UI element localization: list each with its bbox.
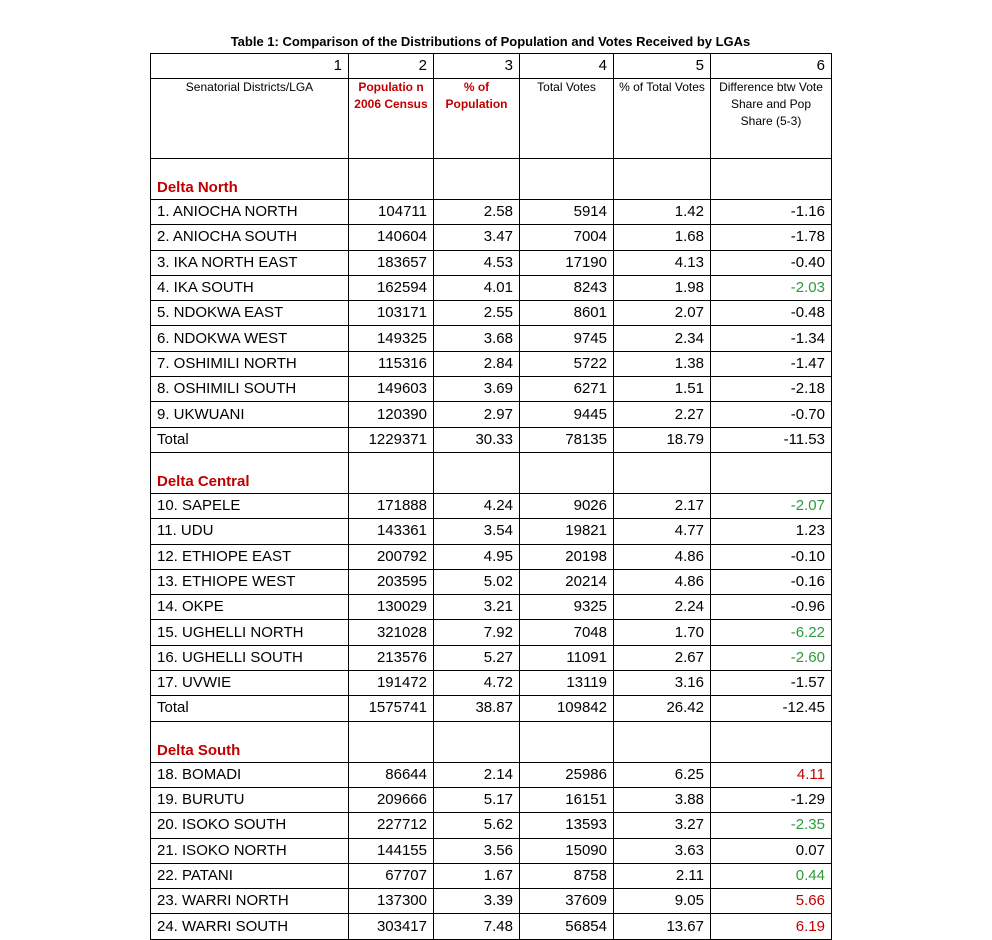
pct-population-cell: 2.55 <box>434 301 520 326</box>
pct-votes-cell: 1.42 <box>614 200 711 225</box>
header-population: Populatio n 2006 Census <box>349 79 434 159</box>
total-votes-cell: 16151 <box>520 787 614 812</box>
empty-cell <box>614 159 711 200</box>
total-votes-cell: 13119 <box>520 671 614 696</box>
population-cell: 203595 <box>349 569 434 594</box>
table-row <box>151 569 832 594</box>
difference-cell: 6.19 <box>711 914 832 939</box>
population-cell: 67707 <box>349 863 434 888</box>
section-header-row <box>151 721 832 762</box>
total-votes-cell: 6271 <box>520 377 614 402</box>
total-votes-cell: 5722 <box>520 351 614 376</box>
lga-name: 24. WARRI SOUTH <box>151 914 349 939</box>
empty-cell <box>349 159 434 200</box>
pct-votes-cell: 2.27 <box>614 402 711 427</box>
lga-name: 1. ANIOCHA NORTH <box>151 200 349 225</box>
total-pct-population: 30.33 <box>434 427 520 452</box>
lga-name: 5. NDOKWA EAST <box>151 301 349 326</box>
pct-votes-cell: 2.24 <box>614 595 711 620</box>
pct-population-cell: 2.58 <box>434 200 520 225</box>
total-pct-votes: 18.79 <box>614 427 711 452</box>
column-number: 5 <box>614 54 711 79</box>
header-pct-population: % of Population <box>434 79 520 159</box>
total-votes-cell: 13593 <box>520 813 614 838</box>
pct-population-cell: 7.92 <box>434 620 520 645</box>
lga-name: 20. ISOKO SOUTH <box>151 813 349 838</box>
table-row <box>151 351 832 376</box>
table-row <box>151 493 832 518</box>
pct-population-cell: 2.97 <box>434 402 520 427</box>
header-lga: Senatorial Districts/LGA <box>151 79 349 159</box>
empty-cell <box>711 452 832 493</box>
pct-population-cell: 3.21 <box>434 595 520 620</box>
total-population: 1575741 <box>349 696 434 721</box>
total-label: Total <box>151 696 349 721</box>
total-population: 1229371 <box>349 427 434 452</box>
empty-cell <box>434 721 520 762</box>
population-cell: 183657 <box>349 250 434 275</box>
table-row <box>151 225 832 250</box>
lga-name: 9. UKWUANI <box>151 402 349 427</box>
total-row <box>151 696 832 721</box>
table-row <box>151 402 832 427</box>
difference-cell: -2.07 <box>711 493 832 518</box>
lga-name: 16. UGHELLI SOUTH <box>151 645 349 670</box>
difference-cell: -2.03 <box>711 275 832 300</box>
population-cell: 104711 <box>349 200 434 225</box>
table-row <box>151 889 832 914</box>
total-difference: -12.45 <box>711 696 832 721</box>
empty-cell <box>614 452 711 493</box>
pct-population-cell: 2.84 <box>434 351 520 376</box>
difference-cell: -2.18 <box>711 377 832 402</box>
total-votes: 109842 <box>520 696 614 721</box>
lga-name: 12. ETHIOPE EAST <box>151 544 349 569</box>
table-row <box>151 787 832 812</box>
difference-cell: 5.66 <box>711 889 832 914</box>
pct-votes-cell: 1.70 <box>614 620 711 645</box>
table-row <box>151 914 832 939</box>
pct-votes-cell: 2.34 <box>614 326 711 351</box>
table-row <box>151 301 832 326</box>
empty-cell <box>349 452 434 493</box>
column-number-row <box>151 54 832 79</box>
pct-votes-cell: 4.86 <box>614 544 711 569</box>
pct-votes-cell: 1.51 <box>614 377 711 402</box>
difference-cell: 4.11 <box>711 762 832 787</box>
total-votes-cell: 9325 <box>520 595 614 620</box>
section-name: Delta South <box>151 721 349 762</box>
difference-cell: 1.23 <box>711 519 832 544</box>
population-cell: 120390 <box>349 402 434 427</box>
population-cell: 213576 <box>349 645 434 670</box>
difference-cell: -1.78 <box>711 225 832 250</box>
column-number: 4 <box>520 54 614 79</box>
lga-name: 3. IKA NORTH EAST <box>151 250 349 275</box>
empty-cell <box>434 452 520 493</box>
difference-cell: -0.10 <box>711 544 832 569</box>
pct-votes-cell: 3.16 <box>614 671 711 696</box>
table-row <box>151 544 832 569</box>
section-name: Delta Central <box>151 452 349 493</box>
empty-cell <box>520 452 614 493</box>
pct-votes-cell: 1.68 <box>614 225 711 250</box>
column-number: 3 <box>434 54 520 79</box>
lga-name: 10. SAPELE <box>151 493 349 518</box>
difference-cell: -2.35 <box>711 813 832 838</box>
table-row <box>151 275 832 300</box>
total-votes-cell: 5914 <box>520 200 614 225</box>
population-cell: 144155 <box>349 838 434 863</box>
table-body <box>151 54 832 940</box>
pct-population-cell: 3.56 <box>434 838 520 863</box>
table-row <box>151 377 832 402</box>
pct-population-cell: 1.67 <box>434 863 520 888</box>
total-votes: 78135 <box>520 427 614 452</box>
empty-cell <box>711 159 832 200</box>
pct-population-cell: 4.72 <box>434 671 520 696</box>
total-pct-population: 38.87 <box>434 696 520 721</box>
total-pct-votes: 26.42 <box>614 696 711 721</box>
table-row <box>151 326 832 351</box>
lga-name: 22. PATANI <box>151 863 349 888</box>
pct-population-cell: 2.14 <box>434 762 520 787</box>
lga-name: 4. IKA SOUTH <box>151 275 349 300</box>
column-number: 2 <box>349 54 434 79</box>
total-votes-cell: 15090 <box>520 838 614 863</box>
population-cell: 137300 <box>349 889 434 914</box>
table-row <box>151 519 832 544</box>
pct-votes-cell: 3.27 <box>614 813 711 838</box>
lga-name: 23. WARRI NORTH <box>151 889 349 914</box>
header-pct-votes: % of Total Votes <box>614 79 711 159</box>
lga-name: 19. BURUTU <box>151 787 349 812</box>
difference-cell: -1.57 <box>711 671 832 696</box>
total-votes-cell: 17190 <box>520 250 614 275</box>
header-row <box>151 79 832 159</box>
table-row <box>151 250 832 275</box>
lga-name: 18. BOMADI <box>151 762 349 787</box>
pct-population-cell: 3.69 <box>434 377 520 402</box>
pct-population-cell: 3.68 <box>434 326 520 351</box>
difference-cell: -0.48 <box>711 301 832 326</box>
table-title: Table 1: Comparison of the Distributions of Population and Votes Received by LGAs <box>230 34 751 49</box>
population-cell: 86644 <box>349 762 434 787</box>
total-votes-cell: 19821 <box>520 519 614 544</box>
difference-cell: -6.22 <box>711 620 832 645</box>
pct-votes-cell: 4.13 <box>614 250 711 275</box>
pct-votes-cell: 2.07 <box>614 301 711 326</box>
pct-votes-cell: 2.11 <box>614 863 711 888</box>
difference-cell: 0.44 <box>711 863 832 888</box>
section-header-row <box>151 452 832 493</box>
population-cell: 209666 <box>349 787 434 812</box>
total-votes-cell: 7048 <box>520 620 614 645</box>
empty-cell <box>520 159 614 200</box>
population-cell: 149325 <box>349 326 434 351</box>
total-votes-cell: 8601 <box>520 301 614 326</box>
population-cell: 115316 <box>349 351 434 376</box>
difference-cell: -0.40 <box>711 250 832 275</box>
total-votes-cell: 11091 <box>520 645 614 670</box>
total-votes-cell: 20198 <box>520 544 614 569</box>
table-row <box>151 620 832 645</box>
pct-votes-cell: 3.88 <box>614 787 711 812</box>
section-name: Delta North <box>151 159 349 200</box>
difference-cell: -2.60 <box>711 645 832 670</box>
difference-cell: -1.34 <box>711 326 832 351</box>
difference-cell: -1.16 <box>711 200 832 225</box>
population-cell: 200792 <box>349 544 434 569</box>
lga-name: 2. ANIOCHA SOUTH <box>151 225 349 250</box>
pct-votes-cell: 4.86 <box>614 569 711 594</box>
column-number: 1 <box>151 54 349 79</box>
table-row <box>151 645 832 670</box>
difference-cell: -1.29 <box>711 787 832 812</box>
header-total-votes: Total Votes <box>520 79 614 159</box>
population-cell: 149603 <box>349 377 434 402</box>
population-cell: 143361 <box>349 519 434 544</box>
total-votes-cell: 56854 <box>520 914 614 939</box>
pct-population-cell: 3.39 <box>434 889 520 914</box>
pct-votes-cell: 2.17 <box>614 493 711 518</box>
population-cell: 130029 <box>349 595 434 620</box>
lga-comparison-table <box>150 53 832 940</box>
empty-cell <box>520 721 614 762</box>
total-label: Total <box>151 427 349 452</box>
table-row <box>151 863 832 888</box>
lga-name: 14. OKPE <box>151 595 349 620</box>
total-votes-cell: 8243 <box>520 275 614 300</box>
population-cell: 321028 <box>349 620 434 645</box>
pct-population-cell: 3.47 <box>434 225 520 250</box>
header-difference: Difference btw Vote Share and Pop Share (5-3) <box>711 79 832 159</box>
table-row <box>151 813 832 838</box>
lga-name: 11. UDU <box>151 519 349 544</box>
table-row <box>151 671 832 696</box>
lga-name: 13. ETHIOPE WEST <box>151 569 349 594</box>
total-votes-cell: 37609 <box>520 889 614 914</box>
lga-name: 17. UVWIE <box>151 671 349 696</box>
total-votes-cell: 9026 <box>520 493 614 518</box>
pct-votes-cell: 3.63 <box>614 838 711 863</box>
pct-votes-cell: 1.98 <box>614 275 711 300</box>
column-number: 6 <box>711 54 832 79</box>
empty-cell <box>434 159 520 200</box>
population-cell: 227712 <box>349 813 434 838</box>
table-row <box>151 200 832 225</box>
total-votes-cell: 9745 <box>520 326 614 351</box>
pct-population-cell: 5.27 <box>434 645 520 670</box>
pct-population-cell: 7.48 <box>434 914 520 939</box>
table-row <box>151 762 832 787</box>
total-votes-cell: 8758 <box>520 863 614 888</box>
lga-name: 21. ISOKO NORTH <box>151 838 349 863</box>
difference-cell: -0.96 <box>711 595 832 620</box>
total-votes-cell: 25986 <box>520 762 614 787</box>
population-cell: 303417 <box>349 914 434 939</box>
pct-votes-cell: 9.05 <box>614 889 711 914</box>
difference-cell: -0.70 <box>711 402 832 427</box>
section-header-row <box>151 159 832 200</box>
total-votes-cell: 9445 <box>520 402 614 427</box>
table-row <box>151 838 832 863</box>
pct-population-cell: 4.53 <box>434 250 520 275</box>
lga-name: 7. OSHIMILI NORTH <box>151 351 349 376</box>
pct-population-cell: 4.01 <box>434 275 520 300</box>
lga-name: 15. UGHELLI NORTH <box>151 620 349 645</box>
difference-cell: -0.16 <box>711 569 832 594</box>
empty-cell <box>711 721 832 762</box>
total-difference: -11.53 <box>711 427 832 452</box>
difference-cell: -1.47 <box>711 351 832 376</box>
pct-population-cell: 5.62 <box>434 813 520 838</box>
pct-votes-cell: 2.67 <box>614 645 711 670</box>
lga-name: 6. NDOKWA WEST <box>151 326 349 351</box>
pct-population-cell: 5.17 <box>434 787 520 812</box>
population-cell: 171888 <box>349 493 434 518</box>
empty-cell <box>614 721 711 762</box>
pct-population-cell: 5.02 <box>434 569 520 594</box>
total-votes-cell: 20214 <box>520 569 614 594</box>
population-cell: 162594 <box>349 275 434 300</box>
pct-votes-cell: 6.25 <box>614 762 711 787</box>
population-cell: 103171 <box>349 301 434 326</box>
total-votes-cell: 7004 <box>520 225 614 250</box>
pct-votes-cell: 4.77 <box>614 519 711 544</box>
pct-population-cell: 4.95 <box>434 544 520 569</box>
total-row <box>151 427 832 452</box>
pct-votes-cell: 1.38 <box>614 351 711 376</box>
empty-cell <box>349 721 434 762</box>
population-cell: 140604 <box>349 225 434 250</box>
table-row <box>151 595 832 620</box>
pct-population-cell: 4.24 <box>434 493 520 518</box>
pct-population-cell: 3.54 <box>434 519 520 544</box>
population-cell: 191472 <box>349 671 434 696</box>
lga-name: 8. OSHIMILI SOUTH <box>151 377 349 402</box>
pct-votes-cell: 13.67 <box>614 914 711 939</box>
difference-cell: 0.07 <box>711 838 832 863</box>
